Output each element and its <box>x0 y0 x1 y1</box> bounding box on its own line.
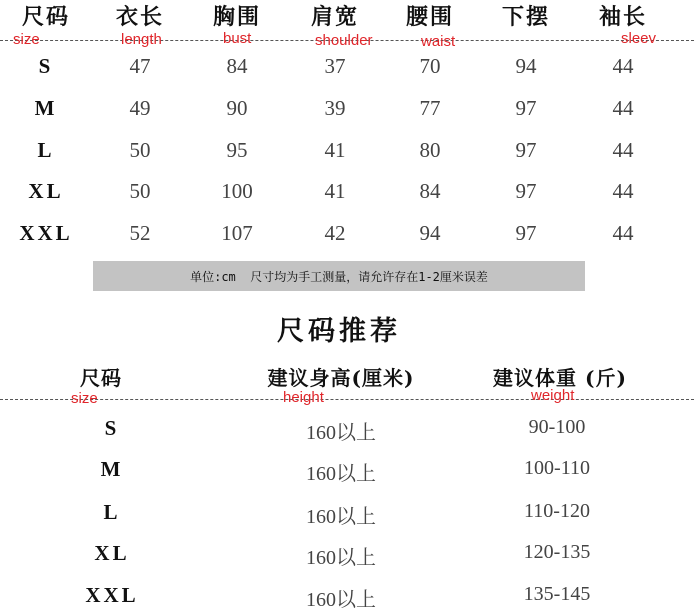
rec-label-weight-en: weight <box>531 387 575 404</box>
table-cell: 44 <box>612 54 634 78</box>
table-cell: 50 <box>129 138 151 162</box>
table-cell: 100 <box>221 179 253 203</box>
table-cell: 90-100 <box>528 416 586 438</box>
table-cell: 120-135 <box>523 541 591 563</box>
table-cell: 42 <box>324 221 346 245</box>
header-shoulder: 肩宽 <box>310 4 360 30</box>
table-cell: 47 <box>129 54 151 78</box>
rec-label-height-en: height <box>283 389 324 406</box>
measurement-note: 单位:cm 尺寸均为手工测量，请允许存在1-2厘米误差 <box>93 261 585 291</box>
table-cell: 84 <box>419 179 441 203</box>
table-cell: 52 <box>129 221 151 245</box>
header-waist: 腰围 <box>405 4 455 30</box>
table-cell: 95 <box>226 138 248 162</box>
recommend-title: 尺码推荐 <box>277 316 401 347</box>
table-cell: 160以上 <box>306 589 376 611</box>
size-cell: L <box>37 138 55 162</box>
table-cell: 97 <box>515 179 537 203</box>
header-hem: 下摆 <box>501 4 551 30</box>
table-cell: 100-110 <box>524 457 590 479</box>
size-cell: M <box>100 457 124 481</box>
table-cell: 107 <box>221 221 253 245</box>
rec-header-divider <box>0 399 694 400</box>
table-cell: 160以上 <box>306 547 376 569</box>
size-cell: XXL <box>19 221 73 245</box>
header-bust: 胸围 <box>212 4 262 30</box>
table-cell: 160以上 <box>306 506 376 528</box>
table-cell: 97 <box>515 96 537 120</box>
table-cell: 44 <box>612 96 634 120</box>
label-shoulder-en: shoulder <box>315 32 373 49</box>
table-cell: 94 <box>515 54 537 78</box>
table-cell: 77 <box>419 96 441 120</box>
rec-header-height: 建议身高(厘米) <box>267 366 415 390</box>
size-cell: M <box>34 96 58 120</box>
rec-label-size-en: size <box>71 390 98 407</box>
size-cell: XXL <box>85 583 139 607</box>
table-cell: 160以上 <box>306 463 376 485</box>
table-cell: 37 <box>324 54 346 78</box>
label-length-en: length <box>121 31 162 48</box>
table-cell: 41 <box>324 179 346 203</box>
table-cell: 90 <box>226 96 248 120</box>
table-cell: 97 <box>515 138 537 162</box>
table-cell: 44 <box>612 221 634 245</box>
table-cell: 49 <box>129 96 151 120</box>
rec-header-size: 尺码 <box>80 366 122 390</box>
header-size: 尺码 <box>21 4 71 30</box>
size-cell: S <box>104 416 120 440</box>
table-cell: 41 <box>324 138 346 162</box>
size-cell: L <box>103 500 121 524</box>
table-cell: 39 <box>324 96 346 120</box>
table-cell: 44 <box>612 179 634 203</box>
table-cell: 80 <box>419 138 441 162</box>
label-bust-en: bust <box>223 30 252 47</box>
header-sleeve: 袖长 <box>598 4 648 30</box>
table-cell: 110-120 <box>524 500 590 522</box>
header-length: 衣长 <box>115 4 165 30</box>
size-cell: S <box>38 54 54 78</box>
size-cell: XL <box>28 179 64 203</box>
table-cell: 135-145 <box>523 583 591 605</box>
label-sleeve-en: sleev <box>621 30 657 47</box>
table-cell: 44 <box>612 138 634 162</box>
table-cell: 50 <box>129 179 151 203</box>
table-cell: 160以上 <box>306 422 376 444</box>
size-cell: XL <box>94 541 130 565</box>
table-cell: 97 <box>515 221 537 245</box>
label-waist-en: waist <box>421 33 456 50</box>
table-cell: 70 <box>419 54 441 78</box>
table-cell: 94 <box>419 221 441 245</box>
rec-header-weight: 建议体重 (斤) <box>493 366 627 390</box>
table-cell: 84 <box>226 54 248 78</box>
label-size-en: size <box>13 31 40 48</box>
